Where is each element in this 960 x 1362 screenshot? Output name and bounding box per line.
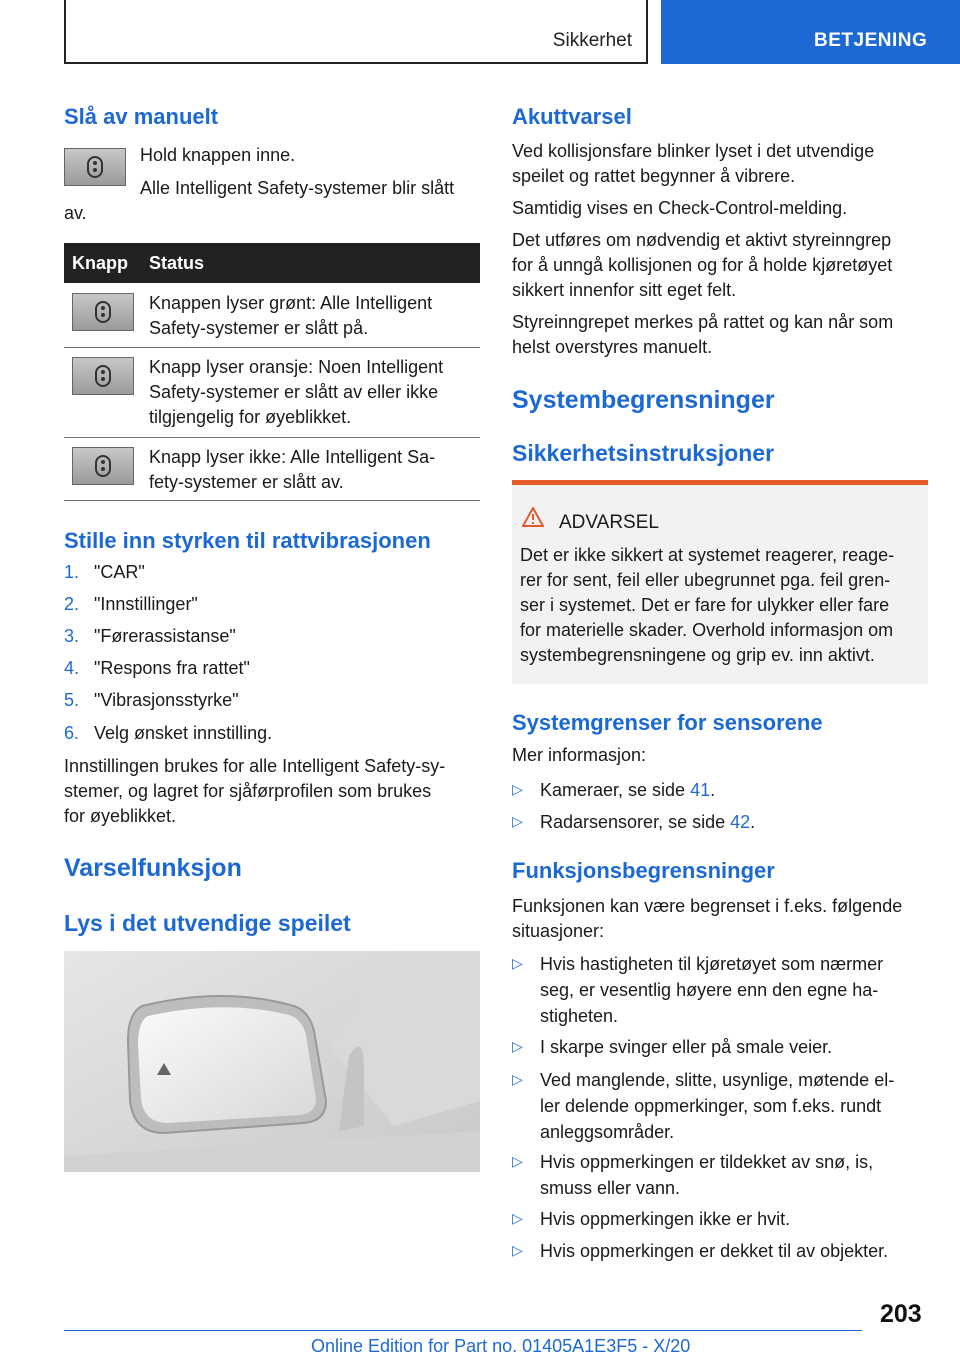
page-number: 203 <box>880 1300 922 1328</box>
bullet-icon: ▷ <box>512 1153 523 1169</box>
warning-title: ADVARSEL <box>559 512 659 533</box>
footer-edition: Online Edition for Part no. 01405A1E3F5 - X/20 <box>311 1336 691 1356</box>
manual-line-2: Alle Intelligent Safety-systemer blir slått <box>140 178 455 198</box>
step-text: "Vibrasjonsstyrke" <box>94 690 239 710</box>
table-col-knapp: Knapp <box>72 253 128 273</box>
bullet-icon: ▷ <box>512 781 523 797</box>
heading-system-limits: Systembegrensninger <box>512 386 775 414</box>
table-row-3-l1: Knapp lyser ikke: Alle Intelligent Sa- <box>149 447 436 467</box>
emergency-text: Samtidig vises en Check-Control-melding. <box>512 198 848 218</box>
vibration-note-2: stemer, og lagret for sjåførprofilen som brukes <box>64 781 432 801</box>
heading-manual-off: Slå av manuelt <box>64 104 219 129</box>
table-row-1-l2: Safety-systemer er slått på. <box>149 318 369 338</box>
heading-emergency-warning: Akuttvarsel <box>512 104 632 129</box>
heading-function-limits: Funksjonsbegrensninger <box>512 858 775 883</box>
emergency-text: Styreinngrepet merkes på rattet og kan når som <box>512 312 894 332</box>
button-green-image <box>72 293 134 331</box>
table-row-divider <box>64 437 480 438</box>
sensor-intro: Mer informasjon: <box>512 745 647 765</box>
emergency-text: speilet og rattet begynner å vibrere. <box>512 166 796 186</box>
function-item-cont: ler delende oppmerkinger, som f.eks. rundt <box>540 1096 882 1116</box>
function-item: Hvis oppmerkingen er dekket til av objekter. <box>540 1241 889 1261</box>
footer-divider <box>64 1330 862 1331</box>
table-row-2-l3: tilgjengelig for øyeblikket. <box>149 407 352 427</box>
heading-safety-instructions: Sikkerhetsinstruksjoner <box>512 440 775 466</box>
step-number: 1. <box>64 562 80 582</box>
function-intro-1: Funksjonen kan være begrenset i f.eks. følgende <box>512 896 903 916</box>
heading-vibration: Stille inn styrken til rattvibrasjonen <box>64 528 431 553</box>
step-number: 2. <box>64 594 80 614</box>
table-row-2-l1: Knapp lyser oransje: Noen Intelligent <box>149 357 444 377</box>
function-item: I skarpe svinger eller på smale veier. <box>540 1037 833 1057</box>
function-item: Ved manglende, slitte, usynlige, møtende el- <box>540 1070 895 1090</box>
bullet-icon: ▷ <box>512 955 523 971</box>
safety-icon <box>86 156 104 178</box>
table-row-divider <box>64 347 480 348</box>
table-row-2-l2: Safety-systemer er slått av eller ikke <box>149 382 439 402</box>
vibration-note-3: for øyeblikket. <box>64 806 177 826</box>
emergency-text: Det utføres om nødvendig et aktivt styreinngrep <box>512 230 892 250</box>
step-text: "Respons fra rattet" <box>94 658 250 678</box>
page-link[interactable]: 41 <box>690 780 711 800</box>
button-orange-image <box>72 357 134 395</box>
table-header <box>64 243 480 283</box>
header-chapter-tab[interactable] <box>661 0 960 64</box>
step-number: 6. <box>64 723 80 743</box>
step-number: 4. <box>64 658 80 678</box>
bullet-icon: ▷ <box>512 813 523 829</box>
function-item-cont: stigheten. <box>540 1006 619 1026</box>
heading-mirror-light: Lys i det utvendige speilet <box>64 910 351 936</box>
function-item-cont: anleggsområder. <box>540 1122 675 1142</box>
table-row-divider <box>64 500 480 501</box>
warning-text: systembegrensningene og grip ev. inn aktivt. <box>520 645 875 665</box>
warning-triangle-icon <box>522 507 544 527</box>
emergency-text: Ved kollisjonsfare blinker lyset i det utvendige <box>512 141 875 161</box>
warning-text: ser i systemet. Det er fare for ulykker eller fare <box>520 595 890 615</box>
page-link[interactable]: 42 <box>730 812 751 832</box>
safety-icon <box>94 455 112 477</box>
function-item-cont: seg, er vesentlig høyere enn den egne ha- <box>540 980 879 1000</box>
step-text: Velg ønsket innstilling. <box>94 723 273 743</box>
bullet-icon: ▷ <box>512 1242 523 1258</box>
sensor-item-text: Kameraer, se side <box>540 780 691 800</box>
step-number: 5. <box>64 690 80 710</box>
function-item-cont: smuss eller vann. <box>540 1178 681 1198</box>
header-section-title: Sikkerhet <box>552 30 632 51</box>
safety-button-image <box>64 148 126 186</box>
bullet-icon: ▷ <box>512 1071 523 1087</box>
side-mirror-illustration <box>64 951 480 1172</box>
manual-line-1: Hold knappen inne. <box>140 145 296 165</box>
sensor-item: Kameraer, se side 41. <box>540 780 716 800</box>
warning-text: rer for sent, feil eller ubegrunnet pga. feil gren- <box>520 570 891 590</box>
step-text: "CAR" <box>94 562 145 582</box>
safety-icon <box>94 365 112 387</box>
table-col-status: Status <box>149 253 205 273</box>
header-chapter-label: BETJENING <box>814 30 928 51</box>
function-item: Hvis hastigheten til kjøretøyet som nærmer <box>540 954 884 974</box>
sensor-item-text: Radarsensorer, se side <box>540 812 731 832</box>
step-text: "Førerassistanse" <box>94 626 236 646</box>
warning-text: for materielle skader. Overhold informasjon om <box>520 620 894 640</box>
warning-box <box>512 480 928 684</box>
function-intro-2: situasjoner: <box>512 921 605 941</box>
table-row-1-l1: Knappen lyser grønt: Alle Intelligent <box>149 293 433 313</box>
safety-icon <box>94 301 112 323</box>
bullet-icon: ▷ <box>512 1210 523 1226</box>
heading-warning-function: Varselfunksjon <box>64 854 242 882</box>
button-off-image <box>72 447 134 485</box>
step-number: 3. <box>64 626 80 646</box>
warning-text: Det er ikke sikkert at systemet reagerer, reage- <box>520 545 895 565</box>
emergency-text: helst overstyres manuelt. <box>512 337 713 357</box>
emergency-text: for å unngå kollisjonen og for å holde kjøretøyet <box>512 255 893 275</box>
manual-line-3: av. <box>64 203 87 223</box>
sensor-item: Radarsensorer, se side 42. <box>540 812 756 832</box>
emergency-text: sikkert innenfor sitt eget felt. <box>512 280 737 300</box>
function-item: Hvis oppmerkingen ikke er hvit. <box>540 1209 791 1229</box>
table-row-3-l2: fety-systemer er slått av. <box>149 472 344 492</box>
heading-sensor-limits: Systemgrenser for sensorene <box>512 710 823 735</box>
header-section-box <box>64 0 648 64</box>
function-item: Hvis oppmerkingen er tildekket av snø, is, <box>540 1152 874 1172</box>
step-text: "Innstillinger" <box>94 594 198 614</box>
vibration-note-1: Innstillingen brukes for alle Intelligent Safety-sy- <box>64 756 446 776</box>
bullet-icon: ▷ <box>512 1038 523 1054</box>
